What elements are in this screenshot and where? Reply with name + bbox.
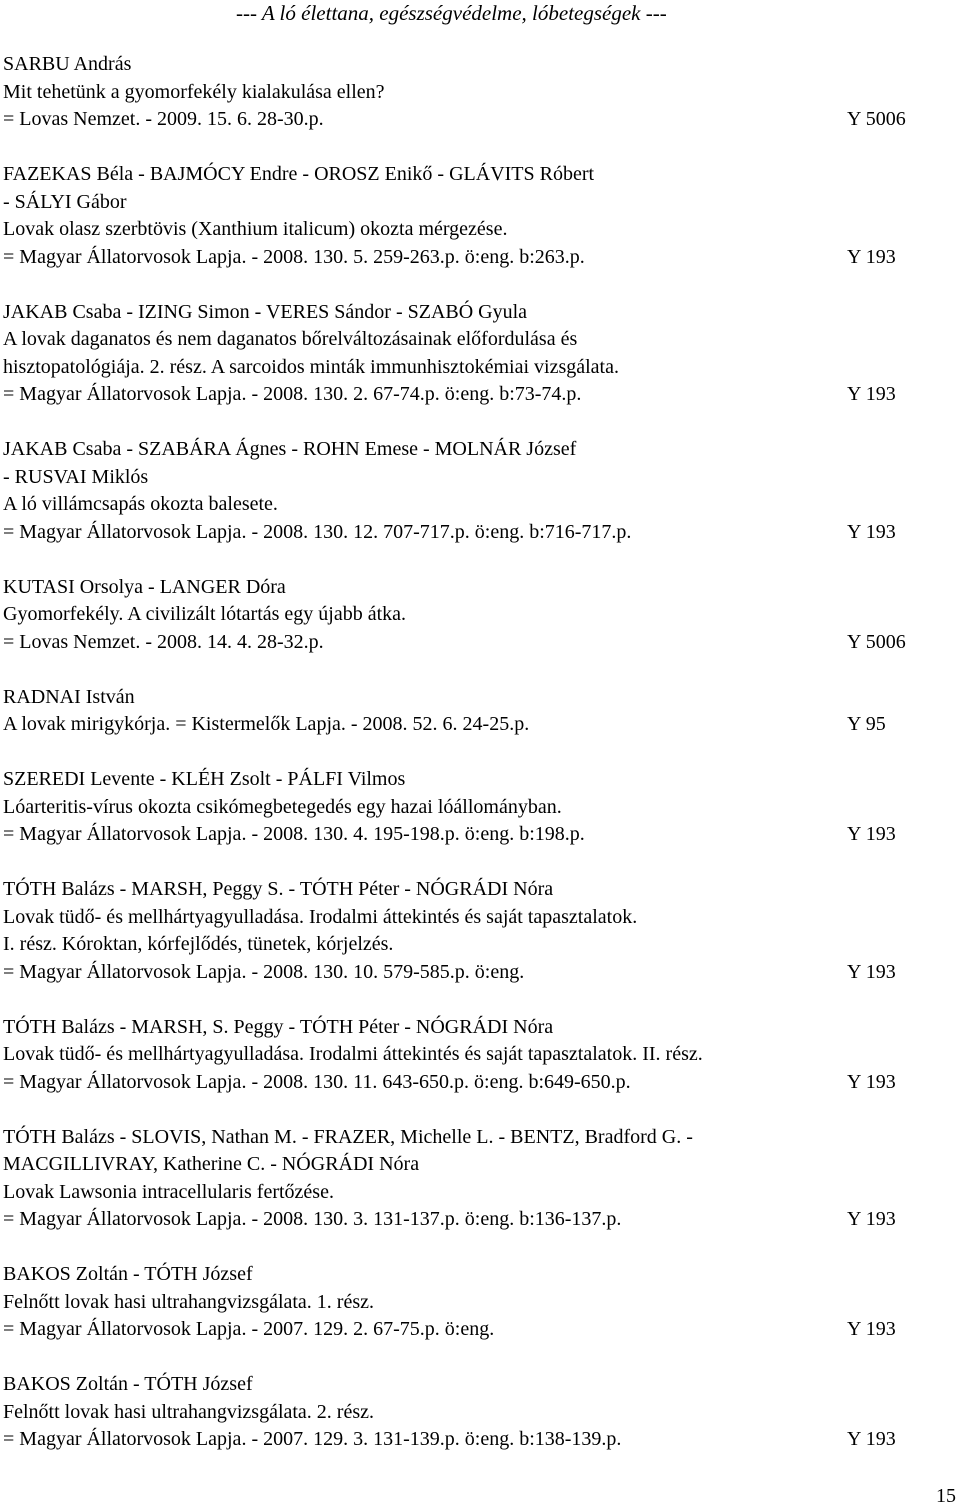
entry-authors: - RUSVAI Miklós <box>3 465 149 488</box>
bibliography-entry <box>3 51 923 134</box>
entry-source-line <box>3 1069 923 1097</box>
entry-source: = Magyar Állatorvosok Lapja. - 2007. 129. 2. 67-75.p. ö:eng. <box>3 1318 495 1340</box>
shelf-mark: Y 193 <box>847 1428 896 1450</box>
entry-authors: BAKOS Zoltán - TÓTH József <box>3 1263 253 1285</box>
entry-source-line <box>3 821 923 849</box>
entry-authors: JAKAB Csaba - SZABÁRA Ágnes - ROHN Emese - MOLNÁR József <box>3 438 577 460</box>
entry-authors: RADNAI István <box>3 685 135 708</box>
bibliography-entry <box>3 684 923 739</box>
entry-authors: TÓTH Balázs - SLOVIS, Nathan M. - FRAZER, Michelle L. - BENTZ, Bradford G. - <box>3 1125 693 1148</box>
entry-title: A ló villámcsapás okozta balesete. <box>3 493 278 515</box>
bibliography-entry <box>3 876 923 986</box>
entry-source-line <box>3 244 923 272</box>
entry-title: Lovak Lawsonia intracellularis fertőzése. <box>3 1180 334 1203</box>
entry-source: = Magyar Állatorvosok Lapja. - 2008. 130. 3. 131-137.p. ö:eng. b:136-137.p. <box>3 1208 622 1230</box>
shelf-mark: Y 193 <box>847 960 896 983</box>
shelf-mark: Y 95 <box>847 713 886 735</box>
entry-title: Lovak olasz szerbtövis (Xanthium italicum) okozta mérgezése. <box>3 218 508 240</box>
bibliography-entry <box>3 299 923 409</box>
shelf-mark: Y 5006 <box>847 630 906 653</box>
entry-title: Lóarteritis-vírus okozta csikómegbetegedés egy hazai lóállományban. <box>3 795 562 818</box>
entry-source: = Lovas Nemzet. - 2008. 14. 4. 28-32.p. <box>3 630 324 653</box>
entry-authors: TÓTH Balázs - MARSH, S. Peggy - TÓTH Péter - NÓGRÁDI Nóra <box>3 1015 554 1038</box>
bibliography-entry <box>3 766 923 849</box>
entry-title: hisztopatológiája. 2. rész. A sarcoidos minták immunhisztokémiai vizsgálata. <box>3 355 619 378</box>
entry-source-line <box>3 1426 923 1454</box>
entry-authors: KUTASI Orsolya - LANGER Dóra <box>3 575 286 598</box>
shelf-mark: Y 193 <box>847 245 896 268</box>
bibliography-entry <box>3 1261 923 1344</box>
shelf-mark: Y 193 <box>847 1208 896 1230</box>
entry-authors: - SÁLYI Gábor <box>3 190 127 213</box>
entry-source: = Magyar Állatorvosok Lapja. - 2008. 130. 2. 67-74.p. ö:eng. b:73-74.p. <box>3 383 582 405</box>
entry-source: = Magyar Állatorvosok Lapja. - 2008. 130. 11. 643-650.p. ö:eng. b:649-650.p. <box>3 1070 631 1093</box>
entry-title: I. rész. Kóroktan, kórfejlődés, tünetek, kórjelzés. <box>3 933 394 955</box>
bibliography-entry <box>3 574 923 657</box>
entry-title: A lovak daganatos és nem daganatos bőrelváltozásainak előfordulása és <box>3 328 578 350</box>
entry-title: Gyomorfekély. A civilizált lótartás egy újabb átka. <box>3 603 407 625</box>
entry-authors: FAZEKAS Béla - BAJMÓCY Endre - OROSZ Enikő - GLÁVITS Róbert <box>3 163 595 185</box>
bibliography-entry <box>3 1371 923 1454</box>
entry-source: = Magyar Állatorvosok Lapja. - 2008. 130. 4. 195-198.p. ö:eng. b:198.p. <box>3 823 585 845</box>
bibliography-entry <box>3 161 923 271</box>
shelf-mark: Y 193 <box>847 823 896 845</box>
entry-authors: TÓTH Balázs - MARSH, Peggy S. - TÓTH Péter - NÓGRÁDI Nóra <box>3 878 554 900</box>
shelf-mark: Y 193 <box>847 520 896 543</box>
running-header: --- A ló élettana, egészségvédelme, lóbetegségek --- <box>236 1 667 25</box>
entry-source: = Magyar Állatorvosok Lapja. - 2008. 130. 12. 707-717.p. ö:eng. b:716-717.p. <box>3 520 632 543</box>
entry-title: Lovak tüdő- és mellhártyagyulladása. Irodalmi áttekintés és saját tapasztalatok. II. rész. <box>3 1043 703 1065</box>
entry-title: Felnőtt lovak hasi ultrahangvizsgálata. 1. rész. <box>3 1290 375 1313</box>
entry-source-line <box>3 519 923 547</box>
entry-authors: SARBU András <box>3 53 132 75</box>
entry-source-line <box>3 629 923 657</box>
entry-source: = Magyar Állatorvosok Lapja. - 2008. 130. 10. 579-585.p. ö:eng. <box>3 960 525 983</box>
entry-title: Lovak tüdő- és mellhártyagyulladása. Irodalmi áttekintés és saját tapasztalatok. <box>3 905 638 928</box>
entry-source: = Magyar Állatorvosok Lapja. - 2007. 129. 3. 131-139.p. ö:eng. b:138-139.p. <box>3 1428 622 1450</box>
shelf-mark: Y 193 <box>847 1070 896 1093</box>
entry-authors: SZEREDI Levente - KLÉH Zsolt - PÁLFI Vilmos <box>3 768 406 790</box>
shelf-mark: Y 193 <box>847 1318 896 1340</box>
page-number: 15 <box>936 1485 956 1507</box>
entry-source-line <box>3 959 923 987</box>
entry-authors: JAKAB Csaba - IZING Simon - VERES Sándor - SZABÓ Gyula <box>3 300 528 323</box>
bibliography-entry <box>3 1014 923 1097</box>
entry-source-line <box>3 106 923 134</box>
entry-source-line <box>3 381 923 409</box>
entry-source: A lovak mirigykórja. = Kistermelők Lapja. - 2008. 52. 6. 24-25.p. <box>3 713 530 735</box>
entry-source-line <box>3 1206 923 1234</box>
shelf-mark: Y 5006 <box>847 108 906 130</box>
entry-authors: MACGILLIVRAY, Katherine C. - NÓGRÁDI Nóra <box>3 1153 420 1175</box>
entry-source: = Magyar Állatorvosok Lapja. - 2008. 130. 5. 259-263.p. ö:eng. b:263.p. <box>3 245 585 268</box>
entry-source-line <box>3 1316 923 1344</box>
entry-title: Felnőtt lovak hasi ultrahangvizsgálata. 2. rész. <box>3 1400 375 1423</box>
shelf-mark: Y 193 <box>847 383 896 405</box>
bibliography-list <box>3 51 923 1481</box>
entry-authors: BAKOS Zoltán - TÓTH József <box>3 1373 253 1395</box>
bibliography-entry <box>3 436 923 546</box>
bibliography-entry <box>3 1124 923 1234</box>
entry-source: = Lovas Nemzet. - 2009. 15. 6. 28-30.p. <box>3 108 324 130</box>
entry-title: Mit tehetünk a gyomorfekély kialakulása ellen? <box>3 80 385 103</box>
entry-source-line <box>3 711 923 739</box>
